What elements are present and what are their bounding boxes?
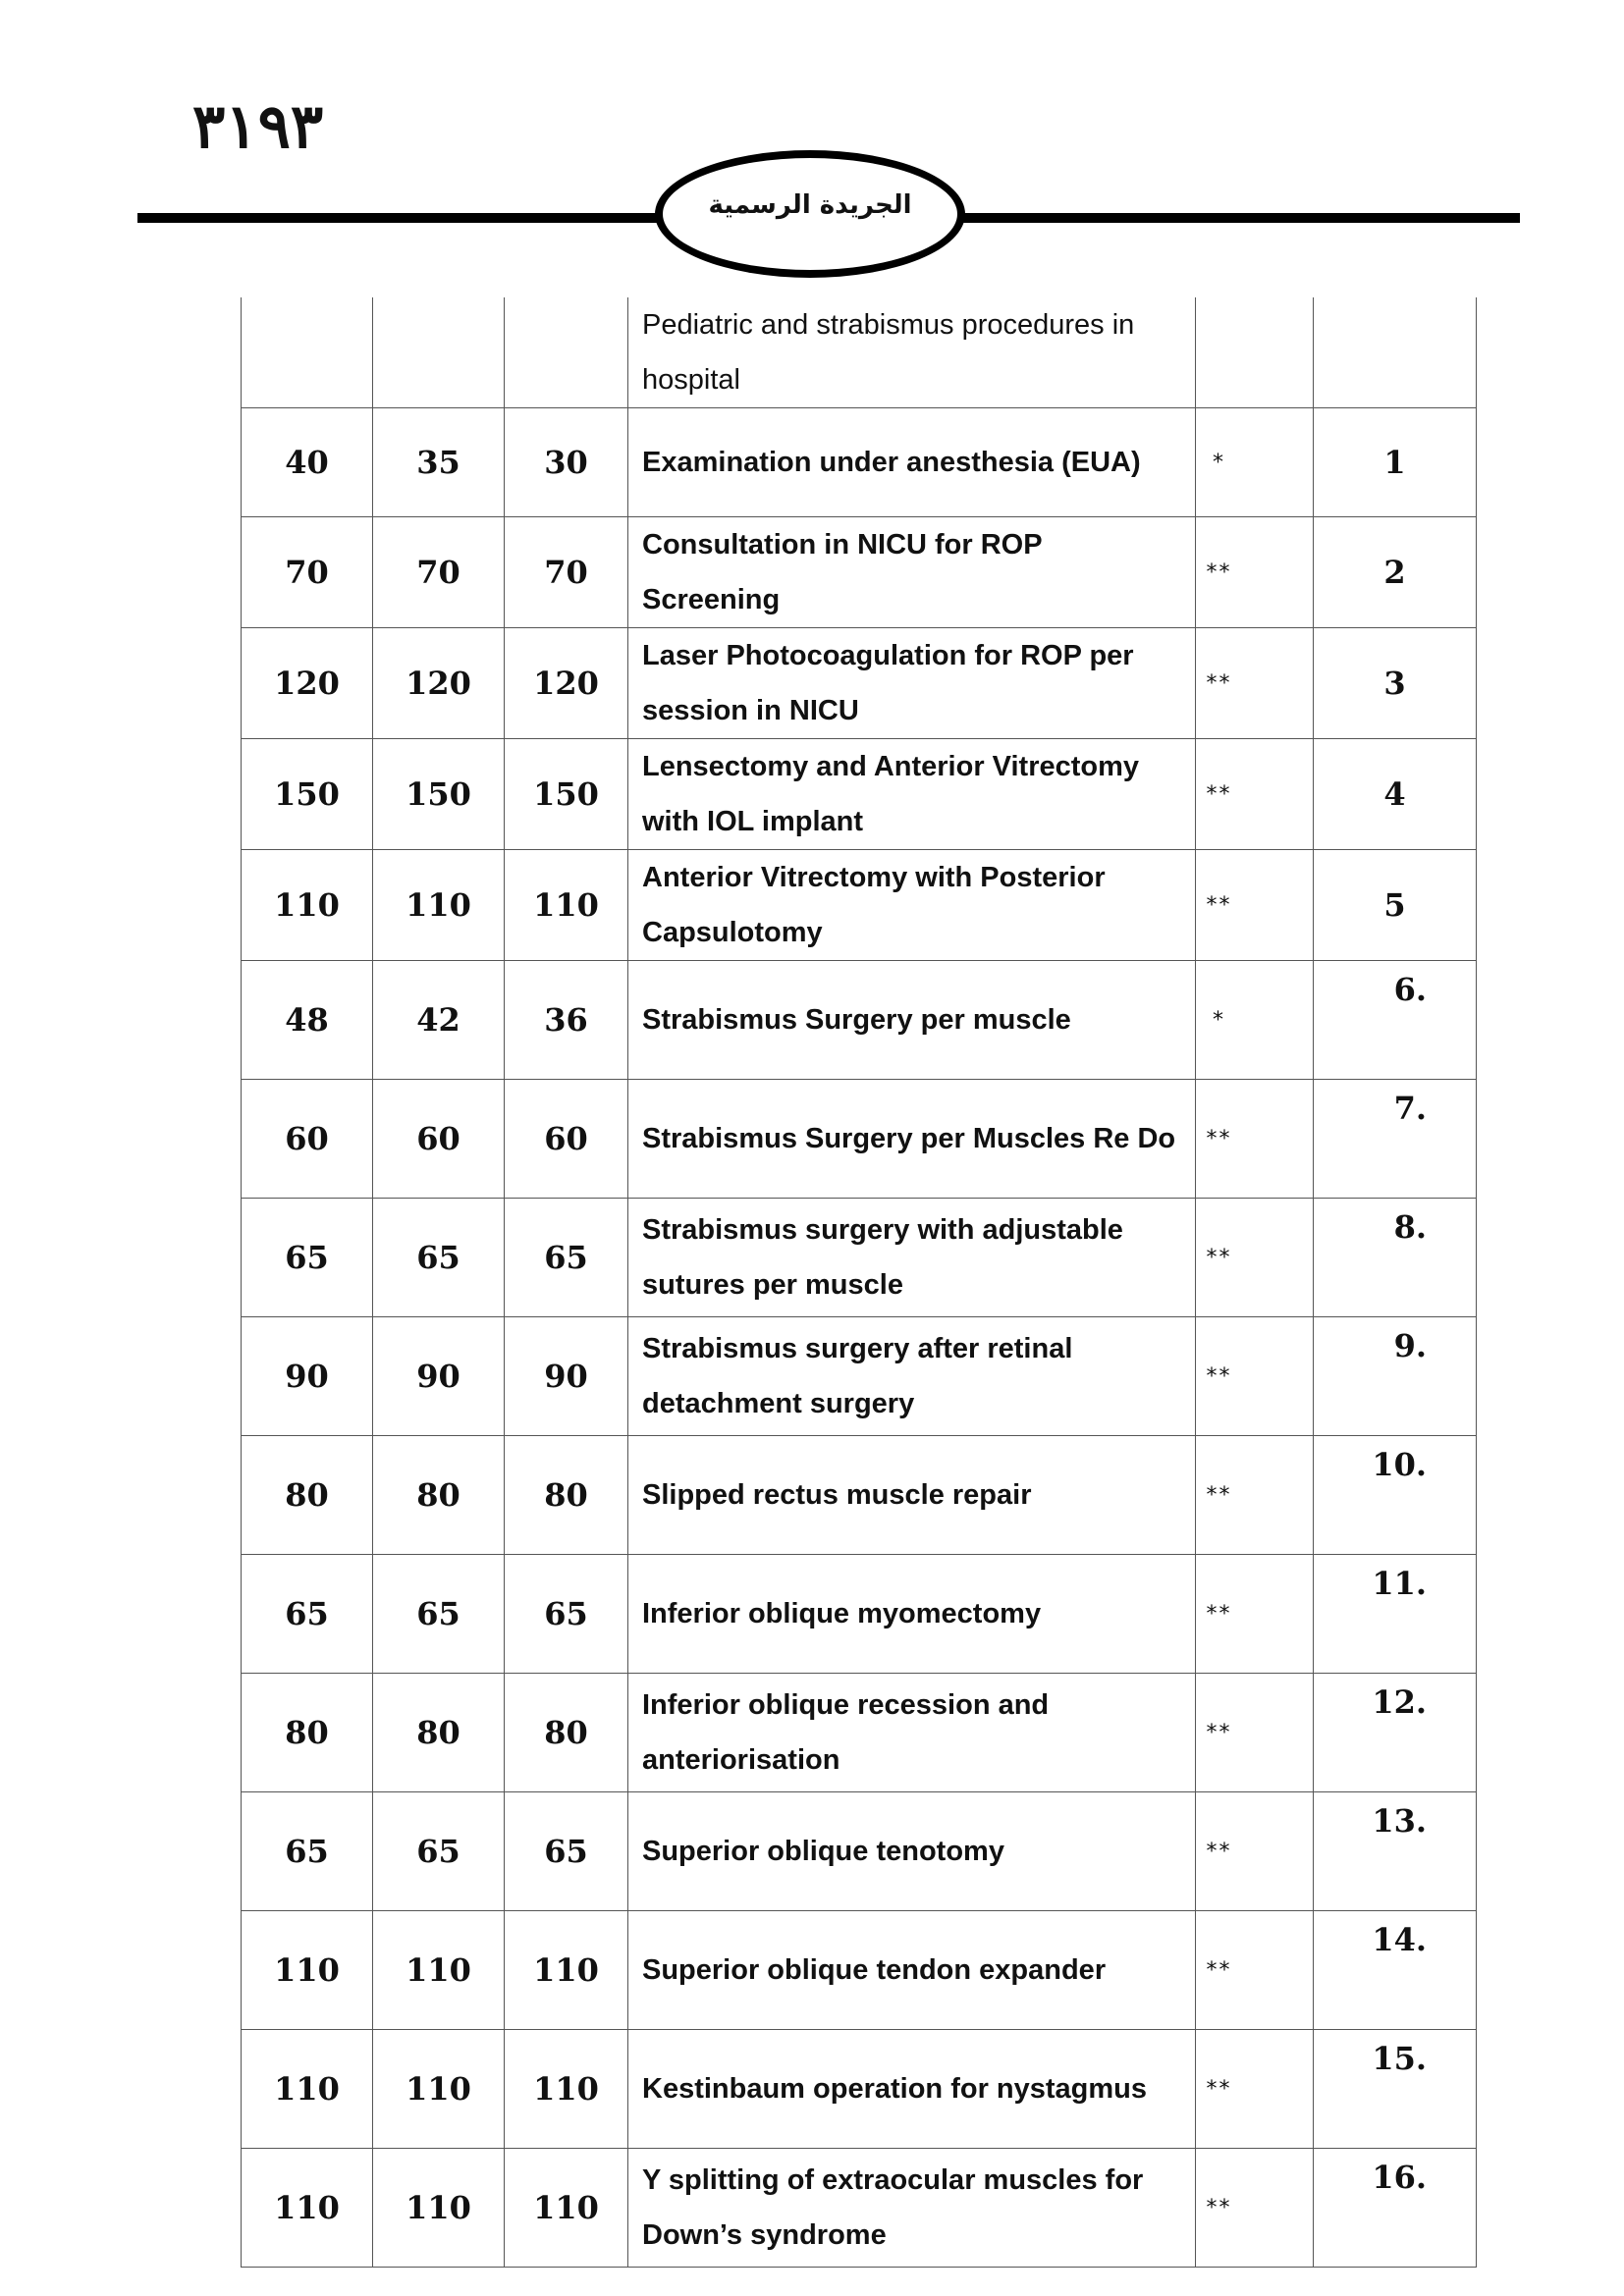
price-cell: 120: [373, 628, 505, 739]
code-marker-text: **: [1206, 1482, 1232, 1508]
table-row: [242, 2149, 1477, 2268]
price-cell: 80: [373, 1674, 505, 1792]
row-number: 15.: [1314, 2030, 1477, 2149]
code-marker-text: **: [1206, 781, 1232, 807]
price-cell: 60: [242, 1080, 373, 1199]
code-marker-text: **: [1206, 1601, 1232, 1627]
table-cell: [1196, 297, 1314, 408]
table-row: [242, 1436, 1477, 1555]
table-row: [242, 517, 1477, 628]
table-row: [242, 1555, 1477, 1674]
price-cell: 90: [505, 1317, 628, 1436]
price-cell: 65: [373, 1199, 505, 1317]
procedure-description: Superior oblique tenotomy: [628, 1792, 1196, 1911]
price-cell: 80: [242, 1674, 373, 1792]
procedure-description: Kestinbaum operation for nystagmus: [628, 2030, 1196, 2149]
price-cell: 65: [505, 1792, 628, 1911]
price-cell: 65: [373, 1555, 505, 1674]
code-marker: [1196, 1911, 1314, 2030]
price-cell: 36: [505, 961, 628, 1080]
price-cell: 150: [373, 739, 505, 850]
code-marker: [1196, 1317, 1314, 1436]
code-marker: [1196, 961, 1314, 1080]
code-marker: [1196, 1199, 1314, 1317]
fees-table: [241, 297, 1477, 2268]
code-marker: [1196, 850, 1314, 961]
price-cell: 110: [242, 1911, 373, 2030]
table-row: [242, 961, 1477, 1080]
price-cell: 70: [242, 517, 373, 628]
price-cell: 60: [505, 1080, 628, 1199]
procedure-description: Laser Photocoagulation for ROP per session in NICU: [628, 628, 1196, 739]
procedure-description: Inferior oblique myomectomy: [628, 1555, 1196, 1674]
price-cell: 30: [505, 408, 628, 517]
table-row: [242, 1674, 1477, 1792]
table-row: [242, 1080, 1477, 1199]
row-number: 3: [1314, 628, 1477, 739]
price-cell: 65: [242, 1199, 373, 1317]
table-row: [242, 408, 1477, 517]
price-cell: 90: [242, 1317, 373, 1436]
code-marker: [1196, 2030, 1314, 2149]
price-cell: 110: [505, 850, 628, 961]
price-cell: 90: [373, 1317, 505, 1436]
procedure-description: Consultation in NICU for ROP Screening: [628, 517, 1196, 628]
price-cell: 40: [242, 408, 373, 517]
price-cell: 110: [505, 2030, 628, 2149]
code-marker-text: **: [1206, 2076, 1232, 2102]
code-marker-text: **: [1206, 1363, 1232, 1389]
procedure-description: Strabismus surgery with adjustable sutures per muscle: [628, 1199, 1196, 1317]
price-cell: 48: [242, 961, 373, 1080]
row-number: 1: [1314, 408, 1477, 517]
code-marker: [1196, 2149, 1314, 2268]
code-marker-text: **: [1206, 560, 1232, 585]
code-marker-text: *: [1213, 1007, 1225, 1033]
code-marker-text: **: [1206, 1720, 1232, 1745]
code-marker-text: **: [1206, 1957, 1232, 1983]
table-row: [242, 1317, 1477, 1436]
price-cell: 70: [505, 517, 628, 628]
code-marker-text: **: [1206, 1245, 1232, 1270]
section-heading: Pediatric and strabismus procedures in hospital: [628, 297, 1196, 408]
price-cell: 150: [505, 739, 628, 850]
code-marker-text: **: [1206, 1126, 1232, 1151]
section-heading-row: [242, 297, 1477, 408]
row-number: 12.: [1314, 1674, 1477, 1792]
price-cell: 110: [242, 850, 373, 961]
price-cell: 70: [373, 517, 505, 628]
price-cell: 110: [242, 2030, 373, 2149]
code-marker: [1196, 739, 1314, 850]
code-marker: [1196, 1792, 1314, 1911]
procedure-description: Anterior Vitrectomy with Posterior Capsulotomy: [628, 850, 1196, 961]
page-number: ٣١٩٣: [192, 90, 324, 162]
price-cell: 65: [242, 1792, 373, 1911]
row-number: 16.: [1314, 2149, 1477, 2268]
row-number: 9.: [1314, 1317, 1477, 1436]
procedure-description: Strabismus Surgery per Muscles Re Do: [628, 1080, 1196, 1199]
table-row: [242, 628, 1477, 739]
code-marker: [1196, 1674, 1314, 1792]
price-cell: 65: [373, 1792, 505, 1911]
price-cell: 80: [505, 1674, 628, 1792]
price-cell: 110: [505, 2149, 628, 2268]
price-cell: 110: [242, 2149, 373, 2268]
row-number: 6.: [1314, 961, 1477, 1080]
price-cell: 65: [505, 1555, 628, 1674]
table-cell: [1314, 297, 1477, 408]
code-marker-text: **: [1206, 2195, 1232, 2220]
procedure-description: Y splitting of extraocular muscles for Down’s syndrome: [628, 2149, 1196, 2268]
price-cell: 80: [505, 1436, 628, 1555]
price-cell: 65: [505, 1199, 628, 1317]
procedure-description: Strabismus surgery after retinal detachment surgery: [628, 1317, 1196, 1436]
gazette-title-oval: [655, 150, 965, 278]
table-cell: [505, 297, 628, 408]
price-cell: 110: [505, 1911, 628, 2030]
gazette-title: الجريدة الرسمية: [708, 190, 912, 220]
price-cell: 120: [505, 628, 628, 739]
row-number: 14.: [1314, 1911, 1477, 2030]
row-number: 4: [1314, 739, 1477, 850]
table-row: [242, 1199, 1477, 1317]
code-marker: [1196, 628, 1314, 739]
code-marker: [1196, 517, 1314, 628]
price-cell: 60: [373, 1080, 505, 1199]
price-cell: 110: [373, 1911, 505, 2030]
price-cell: 65: [242, 1555, 373, 1674]
price-cell: 42: [373, 961, 505, 1080]
row-number: 11.: [1314, 1555, 1477, 1674]
row-number: 2: [1314, 517, 1477, 628]
table-row: [242, 739, 1477, 850]
row-number: 13.: [1314, 1792, 1477, 1911]
code-marker-text: *: [1213, 450, 1225, 475]
price-cell: 110: [373, 2149, 505, 2268]
price-cell: 35: [373, 408, 505, 517]
procedure-description: Lensectomy and Anterior Vitrectomy with IOL implant: [628, 739, 1196, 850]
price-cell: 80: [373, 1436, 505, 1555]
procedure-description: Strabismus Surgery per muscle: [628, 961, 1196, 1080]
table-row: [242, 1911, 1477, 2030]
code-marker: [1196, 408, 1314, 517]
procedure-description: Superior oblique tendon expander: [628, 1911, 1196, 2030]
code-marker-text: **: [1206, 670, 1232, 696]
code-marker-text: **: [1206, 1839, 1232, 1864]
price-cell: 110: [373, 2030, 505, 2149]
table-row: [242, 2030, 1477, 2149]
row-number: 10.: [1314, 1436, 1477, 1555]
row-number: 5: [1314, 850, 1477, 961]
price-cell: 120: [242, 628, 373, 739]
table-cell: [242, 297, 373, 408]
price-cell: 150: [242, 739, 373, 850]
code-marker: [1196, 1436, 1314, 1555]
procedure-description: Examination under anesthesia (EUA): [628, 408, 1196, 517]
table-row: [242, 850, 1477, 961]
row-number: 7.: [1314, 1080, 1477, 1199]
price-cell: 80: [242, 1436, 373, 1555]
price-cell: 110: [373, 850, 505, 961]
code-marker-text: **: [1206, 892, 1232, 918]
code-marker: [1196, 1555, 1314, 1674]
procedure-description: Slipped rectus muscle repair: [628, 1436, 1196, 1555]
table-cell: [373, 297, 505, 408]
procedure-description: Inferior oblique recession and anteriorisation: [628, 1674, 1196, 1792]
table-row: [242, 1792, 1477, 1911]
code-marker: [1196, 1080, 1314, 1199]
row-number: 8.: [1314, 1199, 1477, 1317]
